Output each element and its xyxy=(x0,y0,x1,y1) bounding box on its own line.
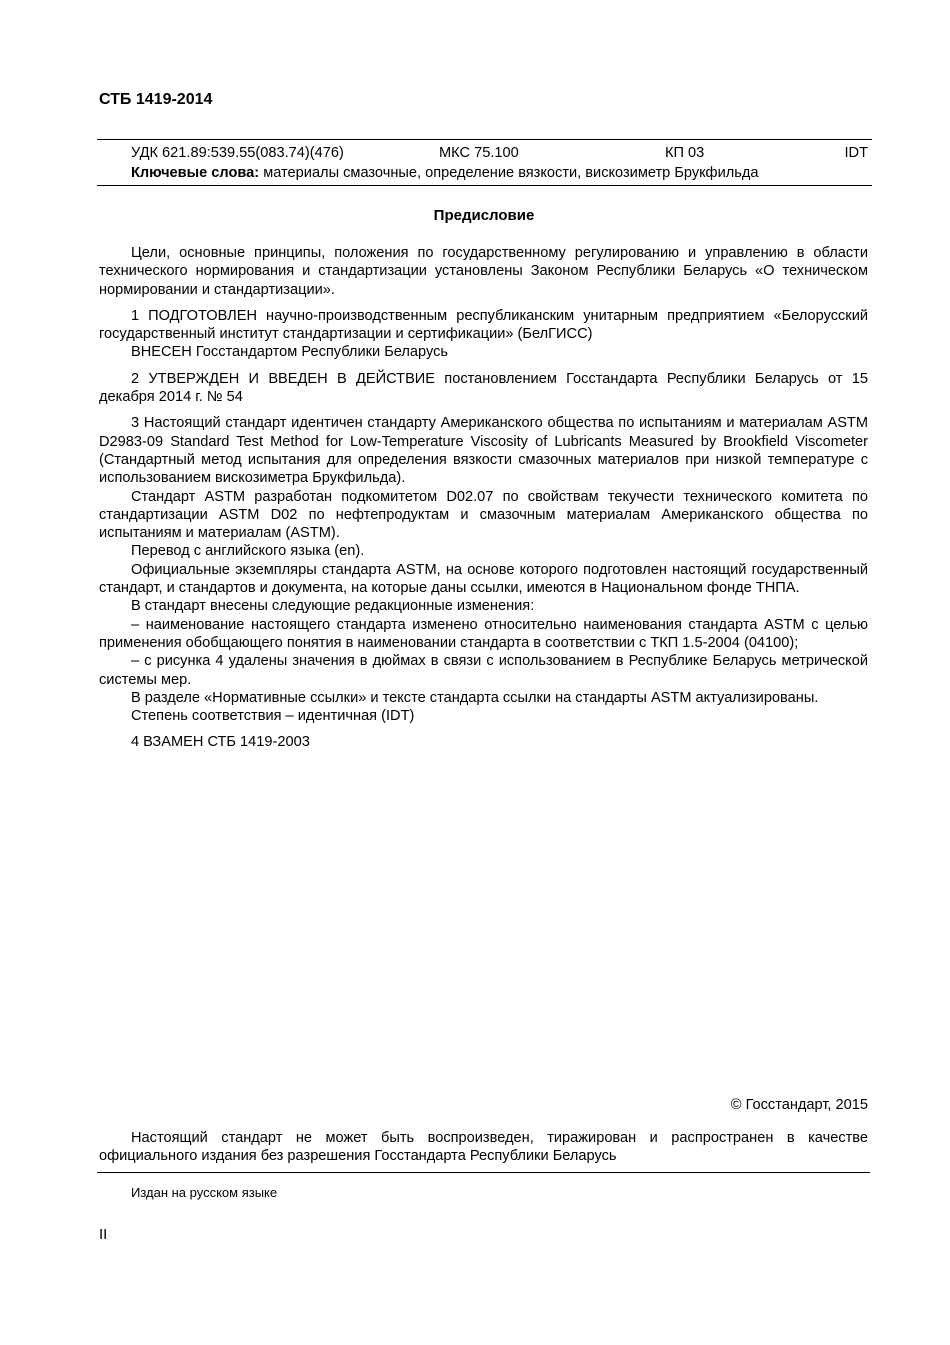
foreword-body xyxy=(99,244,868,752)
keywords-label: Ключевые слова: xyxy=(131,165,260,181)
keywords-row xyxy=(97,164,872,185)
item-3-change-figure: – с рисунка 4 удалены значения в дюймах в связи с использованием в Республике Беларусь метрической системы мер. xyxy=(99,653,868,688)
classification-block xyxy=(97,139,872,186)
item-3-official-copies: Официальные экземпляры стандарта ASTM, на основе которого подготовлен настоящий государственный стандарт, и стандартов и документа, на которые даны ссылки, имеются в Национальном фонде ТНПА. xyxy=(99,561,868,597)
item-3-changes-intro: В стандарт внесены следующие редакционные изменения: xyxy=(131,598,535,615)
edition-language: Издан на русском языке xyxy=(131,1185,278,1200)
udk-code: УДК 621.89:539.55(083.74)(476) xyxy=(131,145,344,161)
intro-paragraph: Цели, основные принципы, положения по государственному регулированию и управлению в области технического нормирования и стандартизации установлены Законом Республики Беларусь «О техническом нормировании и стандартизации». xyxy=(99,245,868,298)
mks-code: МКС 75.100 xyxy=(439,145,519,161)
section-title: Предисловие xyxy=(433,207,535,224)
item-2-approved: 2 УТВЕРЖДЕН И ВВЕДЕН В ДЕЙСТВИЕ постановлением Госстандарта Республики Беларусь от 15 декабря 2014 г. № 54 xyxy=(99,370,868,406)
idt-marker: IDT xyxy=(844,145,868,161)
item-1-submitted: ВНЕСЕН Госстандартом Республики Беларусь xyxy=(131,344,449,361)
item-3-translation: Перевод с английского языка (en). xyxy=(131,543,365,560)
document-code-header: СТБ 1419-2014 xyxy=(99,91,213,108)
reproduction-notice: Настоящий стандарт не может быть воспроизведен, тиражирован и распространен в качестве официального издания без разрешения Госстандарта Республики Беларусь xyxy=(99,1130,868,1165)
item-1-prepared: 1 ПОДГОТОВЛЕН научно-производственным республиканским унитарным предприятием «Белорусский государственный институт стандартизации и сертификации» (БелГИСС) xyxy=(99,307,868,343)
kp-code: КП 03 xyxy=(665,145,705,161)
page-number: II xyxy=(99,1226,108,1243)
item-4-replaces: 4 ВЗАМЕН СТБ 1419-2003 xyxy=(131,734,310,751)
item-3-developer: Стандарт ASTM разработан подкомитетом D02.07 по свойствам текучести технического комитета по стандартизации ASTM D02 по нефтепродуктам и смазочным материалам Американского общества по испытаниям и материалам (ASTM). xyxy=(99,488,868,542)
footer-divider xyxy=(97,1172,870,1173)
item-3-change-name: – наименование настоящего стандарта изменено относительно наименования стандарта ASTM с целью применения обобщающего понятия в наименовании стандарта в соответствии с ТКП 1.5-2004 (04100); xyxy=(99,616,868,651)
item-3-references: В разделе «Нормативные ссылки» и тексте стандарта ссылки на стандарты ASTM актуализированы. xyxy=(131,689,819,706)
classification-codes-row xyxy=(97,140,872,164)
keywords-text: материалы смазочные, определение вязкости, вискозиметр Брукфильда xyxy=(259,165,759,181)
copyright-line: © Госстандарт, 2015 xyxy=(730,1097,868,1113)
item-3-identical: 3 Настоящий стандарт идентичен стандарту Американского общества по испытаниям и материалам ASTM D2983-09 Standard Test Method for Low-Temperature Viscosity of Lubricants Measured by Brookfield Viscometer (Стандартный метод испытания для определения вязкости смазочных материалов при низкой температуре с использованием вискозиметра Брукфильда). xyxy=(99,415,868,487)
item-3-compliance: Степень соответствия – идентичная (IDT) xyxy=(131,708,415,725)
